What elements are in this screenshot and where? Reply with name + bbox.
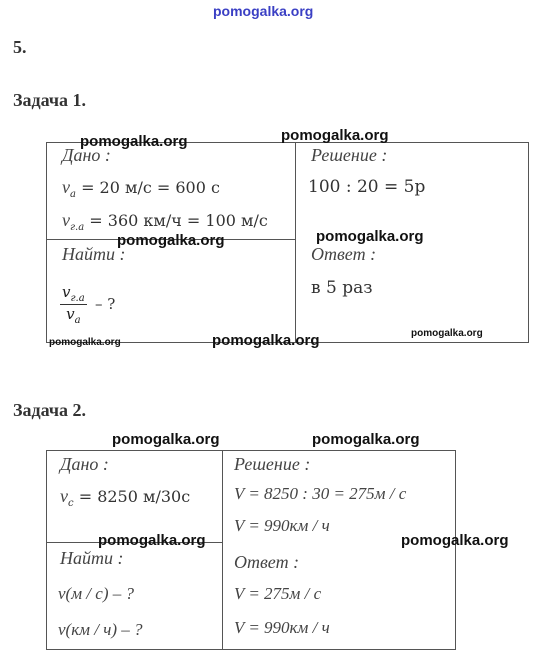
task1-find-fraction: $v_{г.а}$ $v_a$	[62, 283, 85, 326]
task2-find-label: Найти :	[60, 548, 124, 568]
watermark: pomogalka.org	[117, 232, 225, 249]
task1-given-line2: $v_{г.а} = 360$ км/ч = 100 м/с	[62, 210, 268, 234]
exercise-number: 5.	[13, 37, 27, 57]
task2-given-line: $v_c = 8250$ м/30с	[60, 486, 191, 510]
task2-solution-line1: V = 8250 : 30 = 275м / с	[234, 484, 407, 503]
task2-answer-line1: V = 275м / с	[234, 584, 322, 603]
task1-answer-text: в 5 раз	[311, 278, 373, 298]
watermark: pomogalka.org	[316, 228, 424, 245]
task1-solution-label: Решение :	[311, 145, 388, 165]
task2-solution-line2: V = 990км / ч	[234, 516, 330, 535]
task1-divider-vertical	[295, 142, 296, 343]
watermark: pomogalka.org	[212, 332, 320, 349]
task1-given-label: Дано :	[62, 145, 111, 165]
watermark: pomogalka.org	[281, 127, 389, 144]
watermark: pomogalka.org	[80, 133, 188, 150]
task2-given-label: Дано :	[60, 454, 109, 474]
task2-answer-line2: V = 990км / ч	[234, 618, 330, 637]
task2-title: Задача 2.	[13, 400, 87, 420]
task1-find-label: Найти :	[62, 244, 126, 264]
watermark: pomogalka.org	[112, 431, 220, 448]
task1-find-suffix: – ?	[95, 295, 116, 313]
watermark: pomogalka.org	[312, 431, 420, 448]
task2-find-line2: v(км / ч) – ?	[58, 620, 143, 639]
watermark: pomogalka.org	[411, 328, 483, 339]
task2-answer-label: Ответ :	[234, 552, 300, 572]
task2-divider-vertical	[222, 450, 223, 650]
watermark: pomogalka.org	[401, 532, 509, 549]
task1-given-line1: $v_a = 20$ м/с = 600 с	[62, 177, 220, 201]
watermark: pomogalka.org	[49, 337, 121, 348]
task1-answer-label: Ответ :	[311, 244, 377, 264]
task1-solution-line: 100 : 20 = 5р	[308, 177, 426, 197]
task2-find-line1: v(м / с) – ?	[58, 584, 134, 603]
watermark-top: pomogalka.org	[213, 3, 314, 19]
task1-title: Задача 1.	[13, 90, 87, 110]
watermark: pomogalka.org	[98, 532, 206, 549]
task2-solution-label: Решение :	[234, 454, 311, 474]
